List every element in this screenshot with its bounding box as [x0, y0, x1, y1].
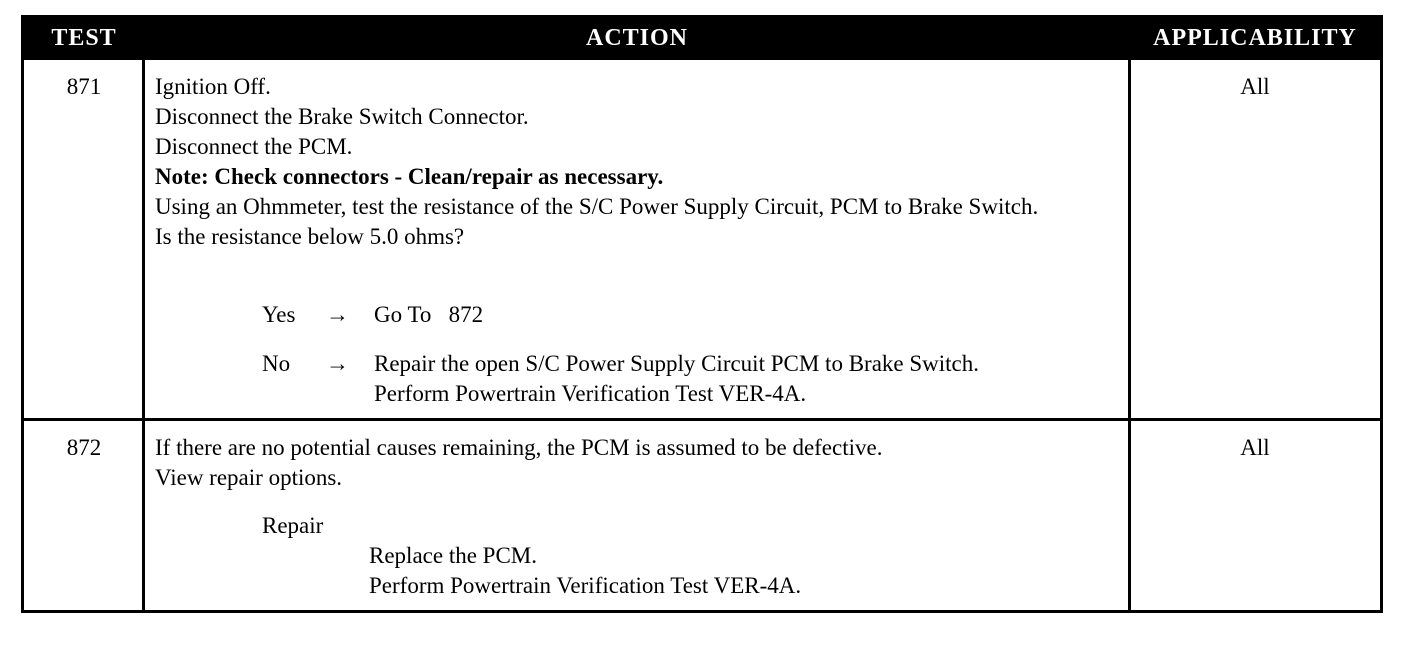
step-line: View repair options. [155, 465, 343, 490]
applicability-872: All [1240, 435, 1270, 460]
no-action-line1: Repair the open S/C Power Supply Circuit PCM to Brake Switch. [374, 351, 979, 376]
step-line: Disconnect the PCM. [155, 134, 353, 159]
repair-step-2: Perform Powertrain Verification Test VER-4A. [369, 573, 802, 598]
repair-step-1: Replace the PCM. [369, 543, 537, 568]
header-action: ACTION [585, 25, 688, 51]
action-872 [155, 433, 1135, 493]
yes-arrow-icon: → [326, 302, 349, 327]
header-test: TEST [51, 25, 117, 51]
yes-action: Go To 872 [374, 302, 484, 327]
repair-label: Repair [262, 513, 324, 538]
header-applicability: APPLICABILITY [1153, 25, 1357, 51]
test-number-871: 871 [66, 74, 102, 99]
diagnostic-table [21, 15, 1383, 613]
table-header [24, 18, 1380, 60]
no-action-line2: Perform Powertrain Verification Test VER-4A. [374, 381, 807, 406]
row-divider [24, 418, 1380, 421]
test-instruction: Using an Ohmmeter, test the resistance of the S/C Power Supply Circuit, PCM to Brake Switch. [155, 194, 1039, 219]
action-871 [155, 72, 1135, 252]
step-line: If there are no potential causes remaining, the PCM is assumed to be defective. [155, 435, 883, 460]
test-number-872: 872 [66, 435, 102, 460]
note-text: Note: Check connectors - Clean/repair as necessary. [155, 164, 664, 189]
no-arrow-icon: → [326, 351, 349, 376]
yes-label: Yes [262, 302, 296, 327]
column-divider-1 [142, 60, 145, 613]
step-line: Disconnect the Brake Switch Connector. [155, 104, 529, 129]
no-label: No [262, 351, 291, 376]
step-line: Ignition Off. [155, 74, 271, 99]
question-text: Is the resistance below 5.0 ohms? [155, 224, 465, 249]
applicability-871: All [1240, 74, 1270, 99]
